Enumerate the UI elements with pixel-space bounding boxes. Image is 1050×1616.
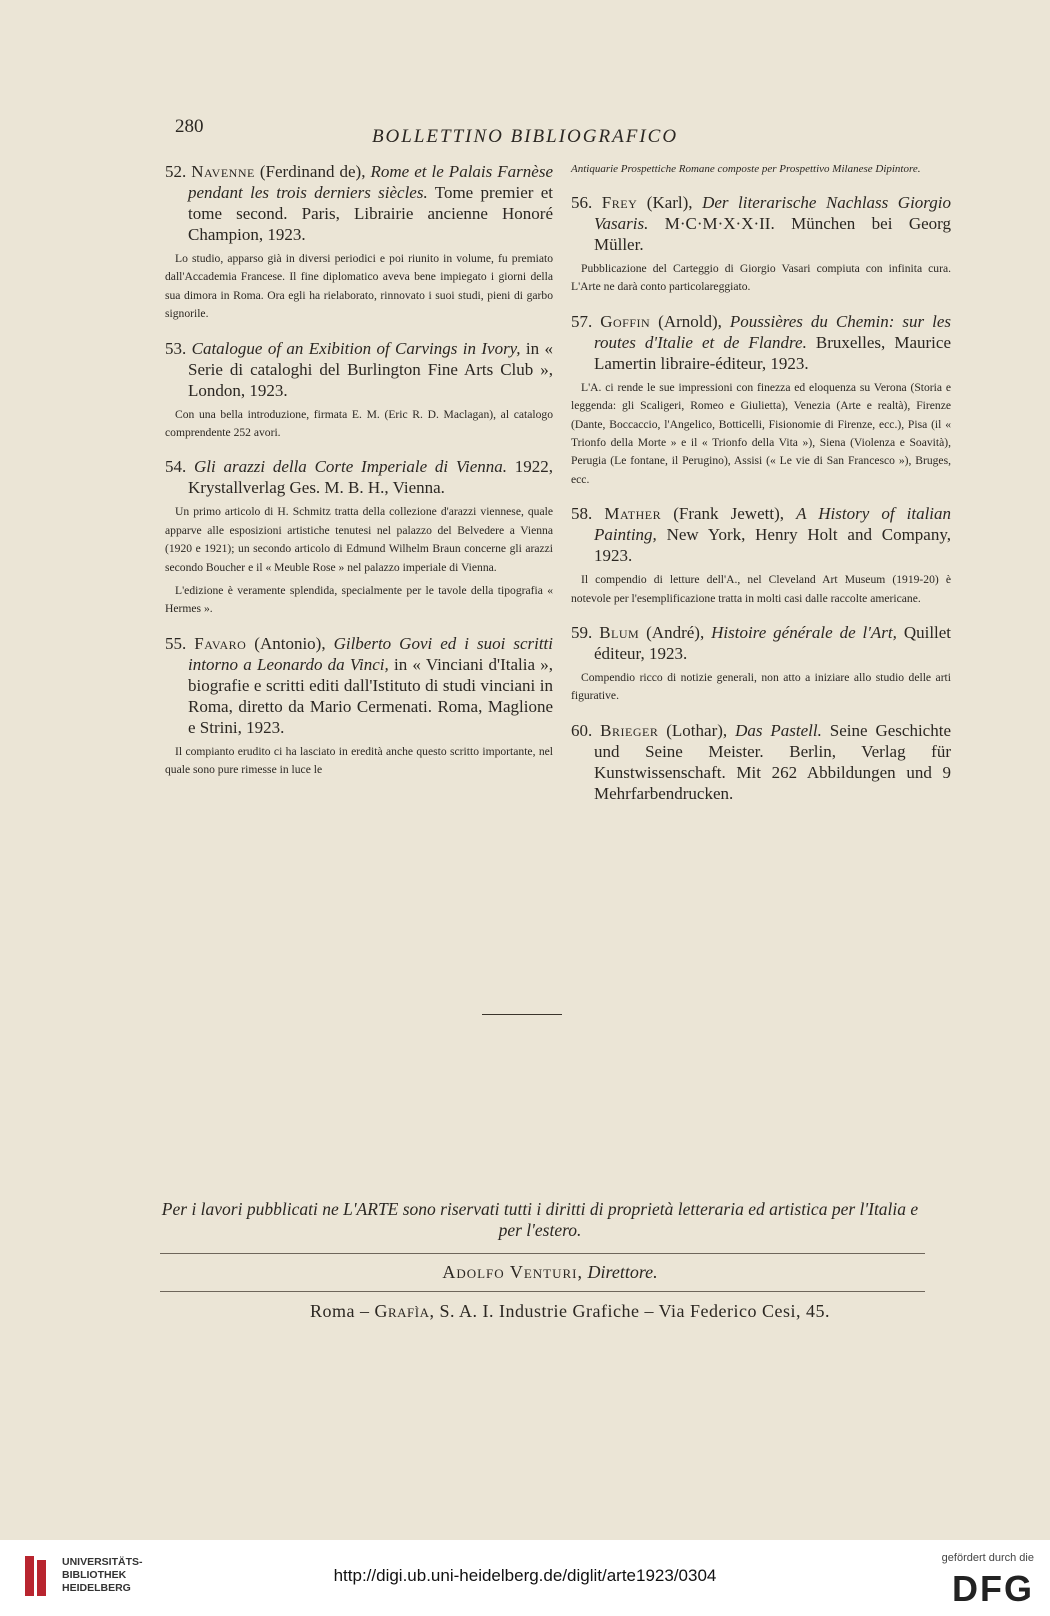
bibliography-entry: [571, 622, 951, 706]
page-number: 280: [175, 116, 204, 137]
director-line: [0, 1262, 1050, 1283]
entry-author: Goffin: [600, 311, 651, 331]
director-title: Direttore.: [587, 1262, 658, 1282]
bibliography-entry: [165, 161, 553, 324]
funding-label: gefördert durch die: [941, 1552, 1034, 1564]
entry-author-rest: (Karl),: [646, 193, 693, 212]
entry-title: Catalogue of an Exibition of Carvings in Ivory,: [191, 338, 521, 358]
entry-number: 59.: [571, 623, 593, 643]
entry-author-rest: (Arnold),: [658, 311, 722, 331]
entry-author: Blum: [599, 623, 640, 643]
entry-number: 52.: [165, 162, 187, 181]
left-column: [165, 161, 553, 794]
continued-note: Antiquarie Prospettiche Romane composte per Prospettivo Milanese Dipintore.: [571, 163, 921, 175]
entry-title: Gilberto Govi ed i suoi scritti intorno a Leonardo da Vinci,: [188, 633, 553, 674]
entry-author-rest: (Ferdinand de),: [259, 162, 366, 181]
entry-number: 53.: [165, 338, 187, 358]
entry-heading: [165, 633, 553, 738]
printer-address: S. A. I. Industrie Grafiche – Via Federico Cesi, 45.: [439, 1301, 831, 1321]
entry-publication: Quillet éditeur, 1923.: [594, 623, 952, 664]
entry-number: 55.: [165, 633, 187, 653]
bibliography-entry: [165, 456, 553, 618]
entry-note: Compendio ricco di notizie generali, non atto a iniziare allo studio delle arti figurative.: [571, 671, 951, 703]
entry-title: Histoire générale de l'Art,: [711, 623, 897, 643]
entry-author: Brieger: [600, 720, 659, 740]
document-url-link[interactable]: http://digi.ub.uni-heidelberg.de/diglit/arte1923/0304: [333, 1566, 717, 1585]
entry-number: 54.: [165, 457, 187, 477]
entry-note: Lo studio, apparso già in diversi periodici e poi riunito in volume, fu premiato dall'Accademia Francese. Il fine diplomatico aveva bene impiegato i giorni della sua dimora in Roma. Ora egli ha rielaborato, rinnovato i suoi studi, pieni di garbo signorile.: [165, 252, 553, 321]
entry-number: 56.: [571, 193, 593, 212]
entry-heading: [571, 311, 951, 374]
bibliography-entry: [165, 633, 553, 780]
bibliography-entry: [571, 503, 951, 608]
entry-heading: [571, 192, 951, 255]
entry-title: Rome et le Palais Farnèse pendant les trois derniers siècles.: [188, 162, 553, 202]
entry-publication: Tome premier et tome second. Paris, Librairie ancienne Honoré Champion, 1923.: [188, 183, 554, 244]
entry-title: Gli arazzi della Corte Imperiale di Vienna.: [194, 457, 508, 477]
footer-rule-bottom: [160, 1291, 925, 1292]
bibliography-entry: [165, 338, 553, 443]
entry-heading: [571, 503, 951, 566]
entry-title: Der literarische Nachlass Giorgio Vasaris.: [594, 193, 952, 233]
entry-note: Con una bella introduzione, firmata E. M. (Eric R. D. Maclagan), al catalogo comprendente 252 avori.: [165, 407, 553, 440]
entry-author: Mather: [604, 504, 662, 524]
entry-number: 58.: [571, 504, 593, 524]
entry-title: Das Pastell.: [735, 720, 822, 740]
bibliography-entry: [571, 720, 951, 804]
bibliography-entry: [571, 192, 951, 297]
entry-publication: Bruxelles, Maurice Lamertin libraire-éditeur, 1923.: [594, 332, 951, 373]
entry-publication: 1922, Krystallverlag Ges. M. B. H., Vienna.: [188, 457, 554, 498]
entry-author: Favaro: [194, 633, 247, 653]
entry-heading: [165, 456, 553, 498]
library-logo-text[interactable]: UNIVERSITÄTS- BIBLIOTHEK HEIDELBERG: [62, 1556, 143, 1594]
entry-publication: New York, Henry Holt and Company, 1923.: [594, 525, 952, 566]
right-column: [571, 161, 951, 818]
entry-author-rest: (Lothar),: [666, 720, 728, 740]
bibliography-entry: [571, 311, 951, 489]
entry-author: Frey: [601, 193, 638, 212]
entry-note: Il compendio di letture dell'A., nel Cleveland Art Museum (1919-20) è notevole per l'esemplificazione tratta in molti casi dalle raccolte americane.: [571, 573, 951, 605]
entry-author-rest: (André),: [646, 623, 705, 643]
entry-author-rest: (Antonio),: [254, 633, 326, 653]
entry-publication: M·C·M·X·X·II. München bei Georg Müller.: [594, 214, 952, 254]
entry-author: Navenne: [191, 162, 255, 181]
director-name: Adolfo Venturi,: [442, 1262, 583, 1282]
entry-publication: in « Serie di cataloghi del Burlington Fine Arts Club », London, 1923.: [188, 338, 554, 400]
entry-number: 57.: [571, 311, 593, 331]
footer-rule-top: [160, 1253, 925, 1254]
printer-line: Roma – Grafìa, S. A. I. Industrie Grafiche – Via Federico Cesi, 45.: [309, 1301, 831, 1321]
entry-heading: [165, 161, 553, 245]
entry-note-continued: L'edizione è veramente splendida, specialmente per le tavole della tipografia « Hermes ».: [165, 584, 553, 616]
section-divider: [482, 1014, 562, 1015]
printer-name: Grafìa,: [374, 1301, 435, 1321]
entry-title: Poussières du Chemin: sur les routes d'Italie et de Flandre.: [594, 311, 952, 352]
entry-title: A History of italian Painting,: [594, 504, 952, 545]
entry-note: L'A. ci rende le sue impressioni con finezza ed eloquenza su Verona (Storia e leggenda: gli Scaligeri, Romeo e Giulietta), Venezia (Arte e realtà), Firenze (Dante, Boccaccio, l'Angelico, Botticelli, Fisionomie di Firenze, ecc.), Pisa (il « Trionfo della Morte » e il « Trionfo della Vita »), Siena (Violenza e Soavità), Perugia (Le fontane, il Perugino), Assisi (« Le vie di San Francesco »), Bruges, ecc.: [571, 380, 951, 486]
entry-publication: Seine Geschichte und Seine Meister. Berlin, Verlag für Kunstwissenschaft. Mit 262 Abbildungen und 9 Mehrfarbendrucken.: [594, 720, 951, 803]
library-footer-bar: [0, 1540, 1050, 1616]
entry-heading: [571, 622, 951, 664]
entry-number: 60.: [571, 720, 593, 740]
entry-note: Pubblicazione del Carteggio di Giorgio Vasari compiuta con infinita cura. L'Arte ne darà conto particolareggiato.: [571, 262, 951, 294]
entry-note: Il compianto erudito ci ha lasciato in eredità anche questo scritto importante, nel quale sono pure rimesse in luce le: [165, 744, 553, 777]
entry-heading: [165, 338, 553, 401]
dfg-logo[interactable]: DFG: [952, 1568, 1034, 1609]
entry-publication: in « Vinciani d'Italia », biografie e scritti editi dall'Istituto di studi vinciani in Roma, diretto da Mario Cermenati. Roma, Maglione e Strini, 1923.: [188, 654, 553, 737]
entry-note: Un primo articolo di H. Schmitz tratta della collezione d'arazzi viennese, quale apparve alle esposizioni artistiche tenutesi nel palazzo del Belvedere a Vienna (1920 e 1921); un secondo articolo di Edmund Wilhelm Braun concerne gli arazzi secondo Boucher e il « Meuble Rose » nel palazzo imperiale di Vienna.: [165, 505, 553, 574]
rights-notice: Per i lavori pubblicati ne L'ARTE sono riservati tutti i diritti di proprietà letteraria ed artistica per l'Italia e per l'estero.: [161, 1199, 919, 1240]
entry-heading: [571, 720, 951, 804]
running-head: BOLLETTINO BIBLIOGRAFICO: [371, 126, 679, 147]
entry-author-rest: (Frank Jewett),: [673, 504, 784, 524]
